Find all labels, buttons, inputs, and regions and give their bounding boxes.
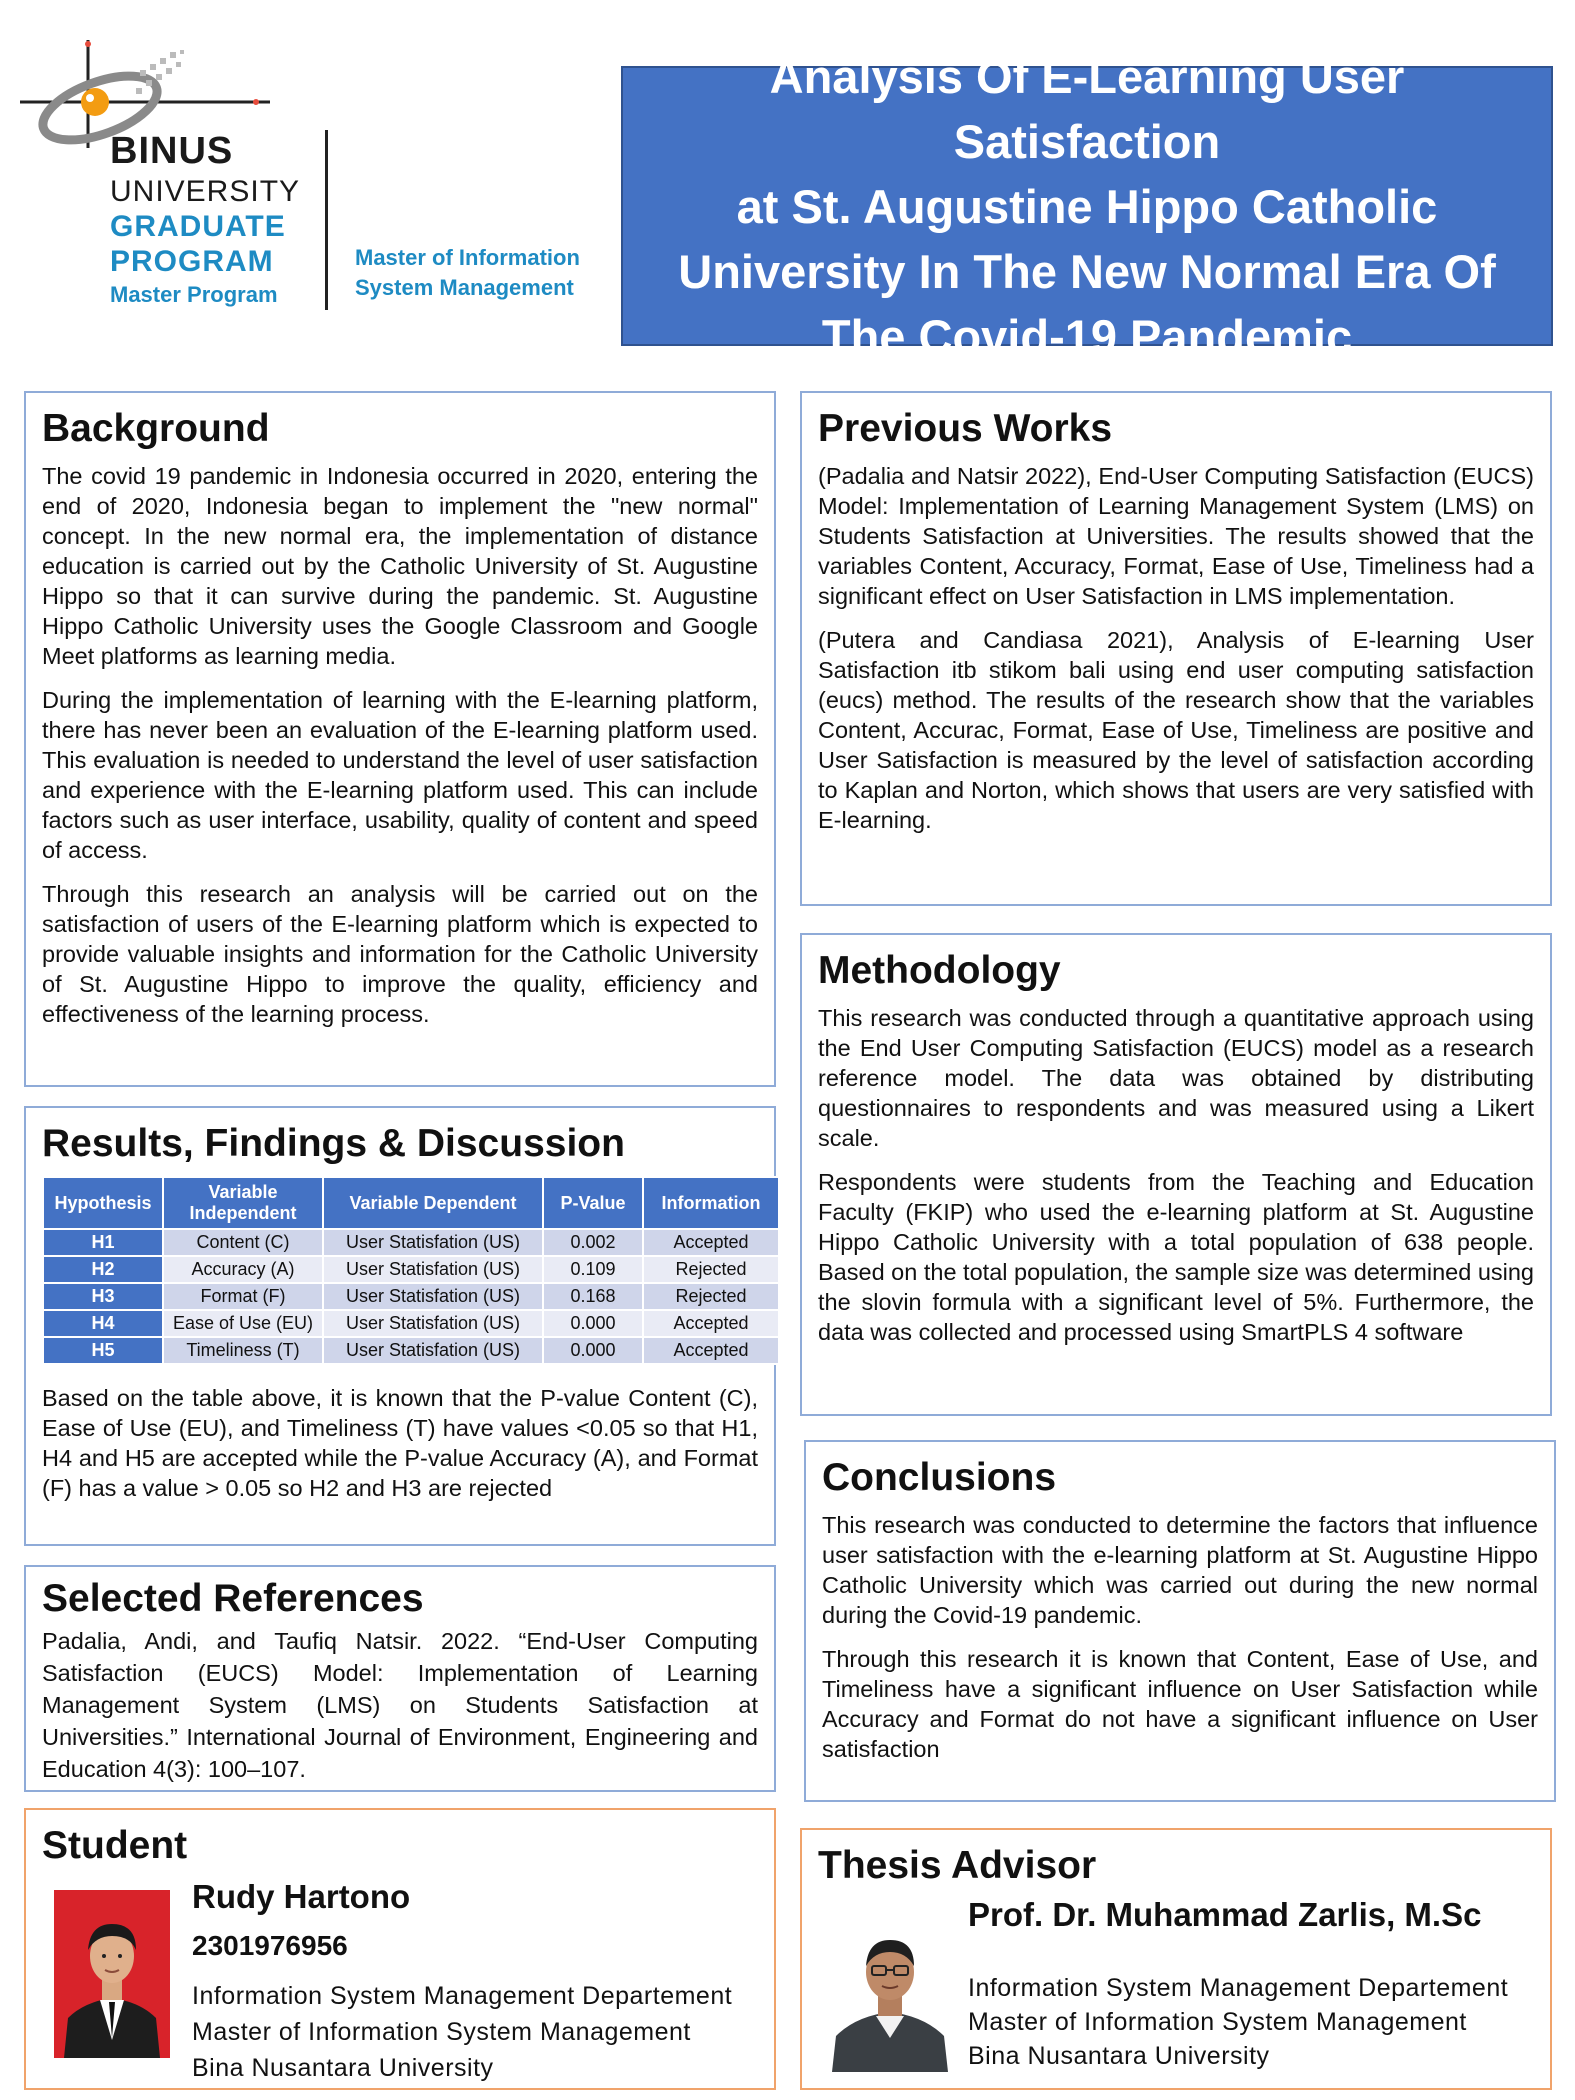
results-table [42,1176,780,1365]
logo-divider [325,130,328,310]
column-header: Variable Dependent [323,1177,543,1229]
table-row [43,1283,779,1310]
logo-master-program: Master Program [110,282,278,307]
advisor-department: Information System Management Departement [968,1974,1509,2002]
methodology-paragraph: This research was conducted through a quantitative approach using the End User Computing Satisfaction (EUCS) model as a research reference model. The data was obtained by distributing questionnaires to respondents and was measured using a Likert scale. [818,1005,1534,1151]
student-photo [54,1890,170,2058]
background-paragraph: The covid 19 pandemic in Indonesia occurred in 2020, entering the end of 2020, Indonesia began to implement the "new normal" concept. In the new normal era, the implementation of distance education is carried out by the Catholic University of St. Augustine Hippo so that it can survive during the pandemic. St. Augustine Hippo Catholic University uses the Google Classroom and Google Meet platforms as learning media. [42,463,758,669]
table-row [43,1256,779,1283]
logo-graduate: GRADUATE [110,210,286,243]
table-cell: 0.000 [543,1337,643,1364]
advisor-university: Bina Nusantara University [968,2042,1270,2070]
table-header-row [43,1177,779,1229]
previous-works-paragraph: (Putera and Candiasa 2021), Analysis of E-learning User Satisfaction itb stikom bali using end user computing satisfaction (eucs) method. The results of the research show that the variables Content, Accurac, Format, Ease of Use, Timeliness are positive and User Satisfaction is measured by the level of satisfaction according to Kaplan and Norton, which shows that users are very satisfied with E-learning. [818,627,1534,833]
conclusions-paragraph: This research was conducted to determine the factors that influence user satisfaction with the e-learning platform at St. Augustine Hippo Catholic University which was carried out during the new normal during the Covid-19 pandemic. [822,1512,1538,1628]
results-heading: Results, Findings & Discussion [42,1122,625,1165]
results-section [24,1106,776,1546]
previous-works-paragraph: (Padalia and Natsir 2022), End-User Computing Satisfaction (EUCS) Model: Implementation of Learning Management System (LMS) on Students Satisfaction at Universities. The results showed that the variables Content, Accuracy, Format, Ease of Use, Timeliness had a significant effect on User Satisfaction in LMS implementation. [818,463,1534,609]
conclusions-section [804,1440,1556,1802]
table-cell: User Statisfation (US) [323,1256,543,1283]
logo-program: PROGRAM [110,245,274,278]
previous-works-heading: Previous Works [818,407,1113,450]
previous-works-section [800,391,1552,906]
logo-mism-line1: Master of Information [355,245,580,270]
table-cell: 0.168 [543,1283,643,1310]
table-cell: 0.000 [543,1310,643,1337]
table-cell: Accepted [643,1310,779,1337]
table-cell: 0.109 [543,1256,643,1283]
student-program: Master of Information System Management [192,2018,691,2046]
student-section [24,1808,776,2090]
binus-logo [20,30,620,320]
logo-mism-line2: System Management [355,275,574,300]
student-university: Bina Nusantara University [192,2054,494,2082]
title-line: University In The New Normal Era Of [678,244,1496,298]
column-header: Variable Independent [163,1177,323,1229]
column-header: Hypothesis [43,1177,163,1229]
table-cell: User Statisfation (US) [323,1337,543,1364]
table-cell: User Statisfation (US) [323,1229,543,1256]
column-header: Information [643,1177,779,1229]
table-cell: Content (C) [163,1229,323,1256]
student-department: Information System Management Departement [192,1982,733,2010]
table-row [43,1337,779,1364]
table-cell: Accepted [643,1229,779,1256]
table-cell: Format (F) [163,1283,323,1310]
title-line: The Covid-19 Pandemic [821,309,1353,363]
advisor-name: Prof. Dr. Muhammad Zarlis, M.Sc [968,1896,1482,1933]
table-cell: Accepted [643,1337,779,1364]
logo-university: UNIVERSITY [110,175,301,208]
advisor-program: Master of Information System Management [968,2008,1467,2036]
table-cell: H4 [43,1310,163,1337]
table-row [43,1310,779,1337]
references-heading: Selected References [42,1577,424,1620]
title-line: Analysis Of E-Learning User Satisfaction [769,49,1405,168]
table-cell: H2 [43,1256,163,1283]
references-section [24,1565,776,1792]
table-cell: H5 [43,1337,163,1364]
table-cell: Accuracy (A) [163,1256,323,1283]
table-cell: Rejected [643,1283,779,1310]
conclusions-heading: Conclusions [822,1456,1057,1499]
poster-title [623,44,1551,369]
table-cell: Timeliness (T) [163,1337,323,1364]
table-cell: Rejected [643,1256,779,1283]
advisor-section [800,1828,1552,2090]
table-cell: H3 [43,1283,163,1310]
reference-entry: Padalia, Andi, and Taufiq Natsir. 2022. “End-User Computing Satisfaction (EUCS) Model: Implementation of Learning Management System (LMS) on Students Satisfaction at Universities.” International Journal of Environment, Engineering and Education 4(3): 100–107. [42,1628,758,1782]
background-heading: Background [42,407,270,450]
student-heading: Student [42,1824,188,1867]
background-paragraph: During the implementation of learning with the E-learning platform, there has never been an evaluation of the E-learning platform used. This evaluation is needed to understand the level of user satisfaction and experience with the E-learning platform used. This can include factors such as user interface, usability, quality of content and speed of access. [42,687,758,863]
background-section [24,391,776,1087]
advisor-photo [828,1916,952,2072]
student-name: Rudy Hartono [192,1878,411,1915]
logo-name: BINUS [110,130,234,172]
table-cell: Ease of Use (EU) [163,1310,323,1337]
table-cell: 0.002 [543,1229,643,1256]
table-cell: User Statisfation (US) [323,1310,543,1337]
advisor-heading: Thesis Advisor [818,1844,1097,1887]
methodology-heading: Methodology [818,949,1061,992]
student-id: 2301976956 [192,1930,348,1961]
table-row [43,1229,779,1256]
title-banner [621,49,1553,363]
conclusions-paragraph: Through this research it is known that Content, Ease of Use, and Timeliness have a significant influence on User Satisfaction while Accuracy and Format do not have a significant influence on User satisfaction [822,1646,1538,1762]
table-cell: User Statisfation (US) [323,1283,543,1310]
methodology-paragraph: Respondents were students from the Teaching and Education Faculty (FKIP) who used the e-learning platform at St. Augustine Hippo Catholic University with a total population of 638 people. Based on the total population, the sample size was determined using the slovin formula with a significant level of 5%. Furthermore, the data was collected and processed using SmartPLS 4 software [818,1169,1534,1345]
column-header: P-Value [543,1177,643,1229]
title-line: at St. Augustine Hippo Catholic [736,179,1438,233]
results-discussion: Based on the table above, it is known that the P-value Content (C), Ease of Use (EU), and Timeliness (T) have values <0.05 so that H1, H4 and H5 are accepted while the P-value Accuracy (A), and Format (F) has a value > 0.05 so H2 and H3 are rejected [42,1385,758,1501]
background-paragraph: Through this research an analysis will be carried out on the satisfaction of users of the E-learning platform which is expected to provide valuable insights and information for the Catholic University of St. Augustine Hippo to improve the quality, efficiency and effectiveness of the learning process. [42,881,758,1027]
methodology-section [800,933,1552,1416]
table-cell: H1 [43,1229,163,1256]
